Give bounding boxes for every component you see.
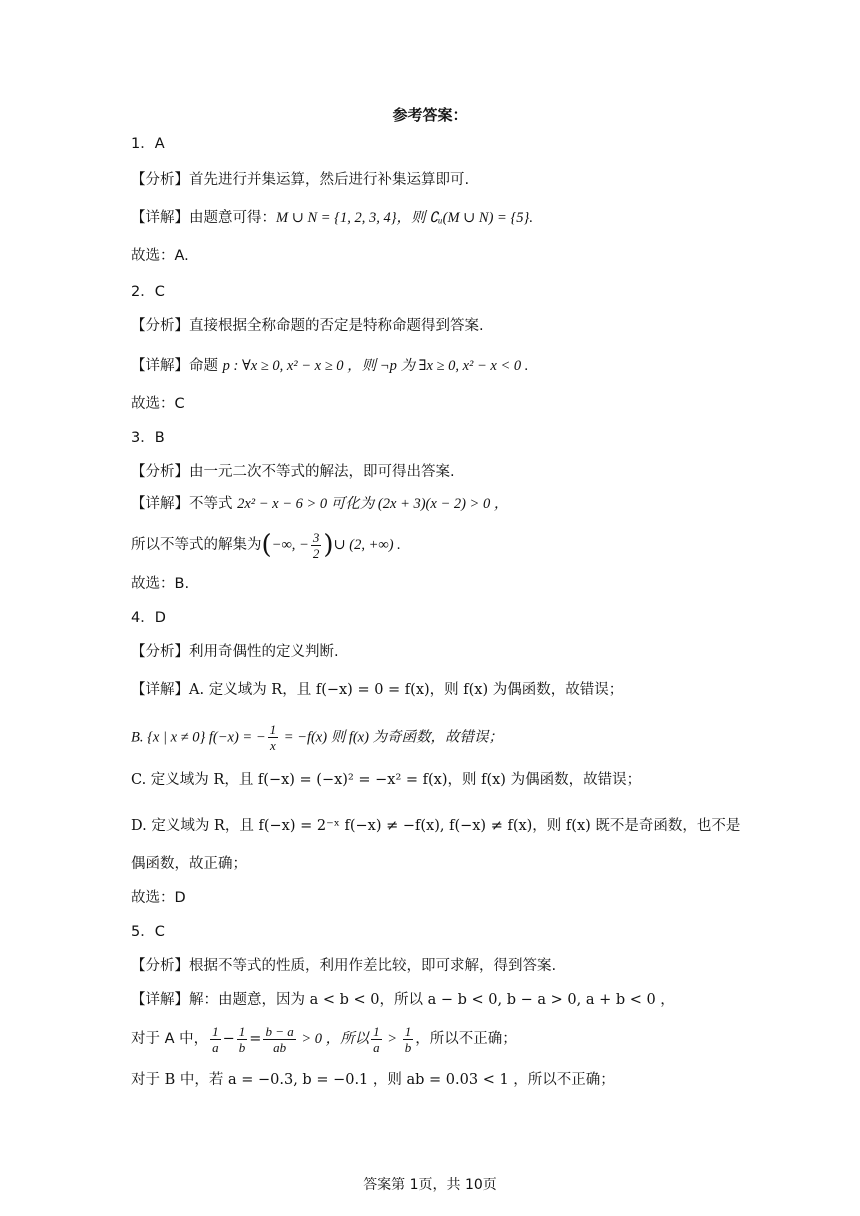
q2-analysis: 【分析】直接根据全称命题的否定是特称命题得到答案.	[131, 318, 484, 334]
q2-number: 2．C	[131, 284, 165, 300]
q5-a-frac3	[263, 1024, 295, 1055]
q5-option-a: 对于 A 中， $\frac{1}{a}$ − $\frac{1}{b}$ = $\frac{b - a}{ab}$ > 0 ，所以 $\frac{1}{a}$ > $\frac{1}{b}$ ，所以不正确；	[131, 1023, 517, 1055]
q3-choice: 故选：B.	[131, 576, 190, 592]
q3-sol-right: ∪ (2, +∞) .	[333, 537, 401, 553]
q4-b-fraction-den: x	[269, 738, 276, 753]
q5-number: 5．C	[131, 924, 165, 940]
q5-option-b: 对于 B 中，若 a = −0.3, b = −0.1 ，则 ab = 0.03 < 1 ，所以不正确；	[131, 1072, 615, 1088]
q5-a-frac4-num: 1	[373, 1023, 380, 1039]
q5-a-frac3-den: ab	[273, 1039, 287, 1055]
q3-solution: 所以不等式的解集为(−∞, − $\frac{3}{2}$ )∪ (2, +∞) .	[131, 529, 401, 561]
q5-detail: 【详解】解：由题意，因为 a < b < 0，所以 a − b < 0, b − a > 0, a + b < 0 ，	[131, 992, 675, 1008]
q5-a-end: ，所以不正确；	[415, 1031, 517, 1047]
q5-a-frac2	[237, 1024, 248, 1055]
q3-fraction	[311, 530, 322, 561]
q1-choice: 故选：A.	[131, 248, 189, 264]
q1-detail-math: M ∪ N = {1, 2, 3, 4}，则 ∁ᵤ(M ∪ N) = {5}.	[276, 210, 533, 226]
q4-option-d-cont: 偶函数，故正确；	[131, 856, 247, 872]
q5-a-frac5	[403, 1024, 414, 1055]
q5-a-frac5-num: 1	[404, 1023, 412, 1039]
q4-choice: 故选：D	[131, 890, 186, 906]
q3-sol-left: −∞, −	[271, 537, 309, 553]
q5-a-frac1-den: a	[212, 1039, 219, 1055]
q1-detail-prefix: 【详解】由题意可得：	[131, 210, 276, 226]
q5-a-frac2-num: 1	[238, 1023, 246, 1039]
q5-a-prefix: 对于 A 中，	[131, 1031, 209, 1047]
q4-b-prefix: B. {x | x ≠ 0} f(−x) = −	[131, 729, 266, 746]
q3-fraction-num: 3	[312, 529, 320, 545]
q1-detail	[131, 208, 533, 228]
q2-choice: 故选：C	[131, 396, 185, 412]
q4-analysis: 【分析】利用奇偶性的定义判断.	[131, 644, 339, 660]
q1-number: 1．A	[131, 136, 165, 152]
q5-a-mid: > 0 ，所以	[297, 1031, 370, 1047]
q5-a-gt: >	[383, 1031, 401, 1047]
q4-b-suffix: = −f(x) 则 f(x) 为奇函数，故错误；	[280, 729, 504, 746]
page-footer: 答案第 1页，共 10页	[363, 1177, 497, 1193]
q5-a-frac3-num: b − a	[265, 1023, 294, 1039]
q3-number: 3．B	[131, 430, 165, 446]
q5-a-frac1	[210, 1024, 221, 1055]
q2-detail-prefix: 【详解】命题	[131, 358, 223, 374]
q5-a-frac5-den: b	[404, 1039, 412, 1055]
q1-analysis: 【分析】首先进行并集运算，然后进行补集运算即可.	[131, 172, 470, 188]
q2-detail	[131, 356, 528, 376]
q4-option-c: C. 定义域为 R，且 f(−x) = (−x)² = −x² = f(x)，则 f(x) 为偶函数，故错误；	[131, 772, 642, 788]
page-title: 参考答案：	[392, 106, 468, 124]
q5-a-frac1-num: 1	[212, 1023, 219, 1039]
q3-detail	[131, 494, 508, 514]
q4-number: 4．D	[131, 610, 166, 626]
q4-detail-a: 【详解】A. 定义域为 R，且 f(−x) = 0 = f(x)，则 f(x) 为偶函数，故错误；	[131, 682, 624, 698]
q4-option-d: D. 定义域为 R，且 f(−x) = 2⁻ˣ f(−x) ≠ −f(x), f(−x) ≠ f(x)，则 f(x) 既不是奇函数，也不是	[131, 818, 741, 834]
q4-b-fraction-num: 1	[269, 722, 277, 737]
q3-solution-prefix: 所以不等式的解集为	[131, 537, 262, 553]
q3-detail-math: 2x² − x − 6 > 0 可化为 (2x + 3)(x − 2) > 0 ，	[237, 496, 509, 512]
q4-b-fraction	[268, 722, 279, 753]
q5-analysis: 【分析】根据不等式的性质，利用作差比较，即可求解，得到答案.	[131, 958, 557, 974]
q5-a-frac2-den: b	[238, 1039, 246, 1055]
q4-option-b	[131, 722, 503, 753]
q3-detail-prefix: 【详解】不等式	[131, 496, 238, 512]
q3-fraction-den: 2	[312, 545, 320, 561]
q5-a-frac4	[371, 1024, 382, 1055]
q2-detail-math: p : ∀x ≥ 0, x² − x ≥ 0 ，则 ¬p 为 ∃x ≥ 0, x² − x < 0 .	[222, 358, 529, 374]
q5-a-frac4-den: a	[373, 1039, 380, 1055]
q3-analysis: 【分析】由一元二次不等式的解法，即可得出答案.	[131, 464, 455, 480]
